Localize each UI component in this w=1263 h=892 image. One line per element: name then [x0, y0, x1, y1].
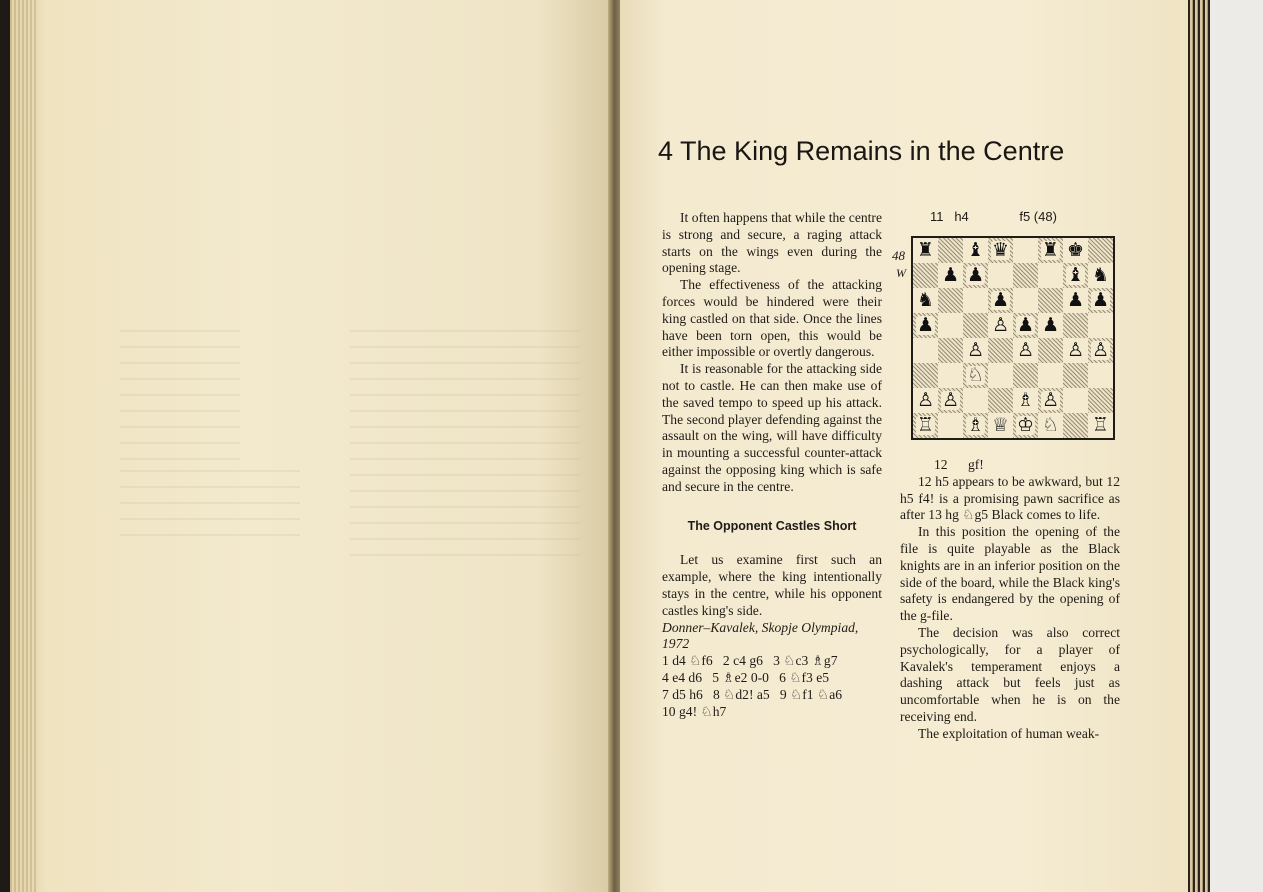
move-line: 7 d5 h6 8 ♘d2! a5 9 ♘f1 ♘a6 — [662, 686, 843, 702]
chess-piece-icon: ♛ — [991, 239, 1010, 261]
chess-piece-icon: ♜ — [1041, 239, 1060, 261]
board-square — [913, 263, 938, 288]
board-square — [1038, 263, 1063, 288]
board-square — [938, 388, 963, 413]
board-square — [1013, 263, 1038, 288]
board-square — [938, 313, 963, 338]
chess-piece-icon: ♘ — [1041, 414, 1060, 436]
board-square — [1013, 338, 1038, 363]
board-square — [1038, 288, 1063, 313]
chess-piece-icon: ♟ — [966, 264, 985, 286]
chess-piece-icon: ♙ — [916, 389, 935, 411]
chess-piece-icon: ♗ — [966, 414, 985, 436]
board-square — [1088, 263, 1113, 288]
chess-piece-icon: ♙ — [966, 339, 985, 361]
chess-piece-icon: ♙ — [1091, 339, 1110, 361]
move-line: 1 d4 ♘f6 2 c4 g6 3 ♘c3 ♗g7 — [662, 653, 838, 669]
board-square — [1013, 288, 1038, 313]
board-square — [1088, 313, 1113, 338]
paragraph: 12 h5 appears to be awkward, but 12 h5 f4! is a promising pawn sacrifice as after 13 hg ♘g5 Black comes to life. — [900, 473, 1120, 523]
board-square — [938, 413, 963, 438]
chess-piece-icon: ♕ — [991, 414, 1010, 436]
chess-piece-icon: ♝ — [966, 239, 985, 261]
board-square — [988, 413, 1013, 438]
board-square — [963, 288, 988, 313]
right-text-column — [900, 457, 1120, 743]
left-page-edges — [10, 0, 38, 892]
board-square — [1063, 388, 1088, 413]
board-square — [1088, 238, 1113, 263]
chess-piece-icon: ♟ — [1091, 289, 1110, 311]
left-text-column — [662, 210, 882, 720]
board-square — [1013, 388, 1038, 413]
bleed-through-text — [120, 330, 240, 460]
chess-piece-icon: ♔ — [1016, 414, 1035, 436]
board-square — [988, 388, 1013, 413]
board-square — [1088, 338, 1113, 363]
chess-piece-icon: ♖ — [1091, 414, 1110, 436]
paragraph: The exploitation of human weak- — [918, 725, 1100, 741]
chess-piece-icon: ♜ — [916, 239, 935, 261]
diagram-caption: 11 h4 f5 (48) — [930, 209, 1057, 224]
board-square — [913, 338, 938, 363]
board-square — [1013, 313, 1038, 338]
chess-piece-icon: ♞ — [916, 289, 935, 311]
chess-piece-icon: ♗ — [1016, 389, 1035, 411]
board-square — [963, 263, 988, 288]
chess-piece-icon: ♟ — [1016, 314, 1035, 336]
board-square — [1038, 238, 1063, 263]
board-square — [1013, 413, 1038, 438]
board-square — [963, 313, 988, 338]
paragraph: It often happens that while the centre is strong and secure, a raging attack starts on the wings even during the opening stage. — [662, 210, 882, 276]
board-square — [1038, 363, 1063, 388]
chess-diagram — [911, 236, 1115, 440]
section-heading: The Opponent Castles Short — [687, 518, 857, 533]
bleed-through-text — [120, 470, 300, 540]
game-title: Donner–Kavalek, Skopje Olympiad, 1972 — [662, 619, 859, 652]
board-square — [913, 313, 938, 338]
board-square — [1088, 363, 1113, 388]
board-square — [1038, 313, 1063, 338]
board-square — [1038, 388, 1063, 413]
board-square — [1063, 238, 1088, 263]
chess-piece-icon: ♚ — [1066, 239, 1085, 261]
board-square — [963, 413, 988, 438]
chess-piece-icon: ♟ — [941, 264, 960, 286]
chess-piece-icon: ♟ — [1066, 289, 1085, 311]
board-square — [988, 238, 1013, 263]
paragraph: Let us examine first such an example, where the king intentionally stays in the centre, while his opponent castles king's side. — [662, 552, 882, 618]
board-square — [938, 338, 963, 363]
board-square — [963, 388, 988, 413]
board-square — [1063, 338, 1088, 363]
board-square — [1013, 363, 1038, 388]
board-square — [988, 338, 1013, 363]
chess-piece-icon: ♙ — [1066, 339, 1085, 361]
chess-piece-icon: ♞ — [1091, 264, 1110, 286]
move-line: 4 e4 d6 5 ♗e2 0-0 6 ♘f3 e5 — [662, 669, 830, 685]
paragraph: The decision was also correct psychologically, for a player of Kavalek's temperament enjoys a dashing attack but feels just as uncomfortable when he is on the receiving end. — [900, 624, 1120, 724]
board-square — [1063, 363, 1088, 388]
board-square — [988, 263, 1013, 288]
chess-piece-icon: ♟ — [991, 289, 1010, 311]
board-square — [1063, 313, 1088, 338]
board-square — [1063, 413, 1088, 438]
move-line: 10 g4! ♘h7 — [662, 703, 727, 719]
left-page — [10, 0, 610, 892]
board-square — [1038, 338, 1063, 363]
chess-piece-icon: ♙ — [941, 389, 960, 411]
board-square — [988, 288, 1013, 313]
chess-piece-icon: ♝ — [1066, 264, 1085, 286]
board-square — [1063, 288, 1088, 313]
paragraph: The effectiveness of the attacking forces would be hindered were their king castled on that side. Once the lines have been torn open, this would be either impossible or overtly dangerous. — [662, 277, 882, 360]
board-square — [1088, 388, 1113, 413]
board-square — [963, 238, 988, 263]
paragraph: In this position the opening of the file is quite playable as the Black knights are in an inferior position on the side of the board, while the Black king's safety is endangered by the opening of the g-file. — [900, 524, 1120, 624]
board-square — [1088, 413, 1113, 438]
board-square — [1013, 238, 1038, 263]
board-square — [913, 388, 938, 413]
move-line: 12 gf! — [934, 457, 984, 472]
chess-piece-icon: ♙ — [991, 314, 1010, 336]
side-to-move: W — [896, 266, 906, 280]
chess-piece-icon: ♟ — [1041, 314, 1060, 336]
board-square — [1063, 263, 1088, 288]
chess-piece-icon: ♙ — [1041, 389, 1060, 411]
board-square — [913, 288, 938, 313]
board-square — [938, 288, 963, 313]
background — [1210, 0, 1263, 892]
board-square — [1038, 413, 1063, 438]
chess-piece-icon: ♟ — [916, 314, 935, 336]
chess-piece-icon: ♖ — [916, 414, 935, 436]
board-square — [963, 363, 988, 388]
board-square — [913, 413, 938, 438]
board-square — [938, 363, 963, 388]
right-page-edges — [1188, 0, 1210, 892]
board-square — [913, 363, 938, 388]
chess-piece-icon: ♘ — [966, 364, 985, 386]
bleed-through-text — [350, 330, 580, 560]
board-square — [938, 238, 963, 263]
chess-piece-icon: ♙ — [1016, 339, 1035, 361]
board-square — [988, 313, 1013, 338]
paragraph: It is reasonable for the attacking side not to castle. He can then make use of the saved tempo to speed up his attack. The second player defending against the assault on the wing, will have difficulty in mounting a successful counter-attack against the opposing king which is safe and secure in the centre. — [662, 361, 882, 494]
board-square — [963, 338, 988, 363]
board-square — [988, 363, 1013, 388]
diagram-number: 48 — [892, 248, 905, 263]
board-square — [913, 238, 938, 263]
board-square — [938, 263, 963, 288]
chapter-title: 4 The King Remains in the Centre — [658, 136, 1065, 166]
board-square — [1088, 288, 1113, 313]
